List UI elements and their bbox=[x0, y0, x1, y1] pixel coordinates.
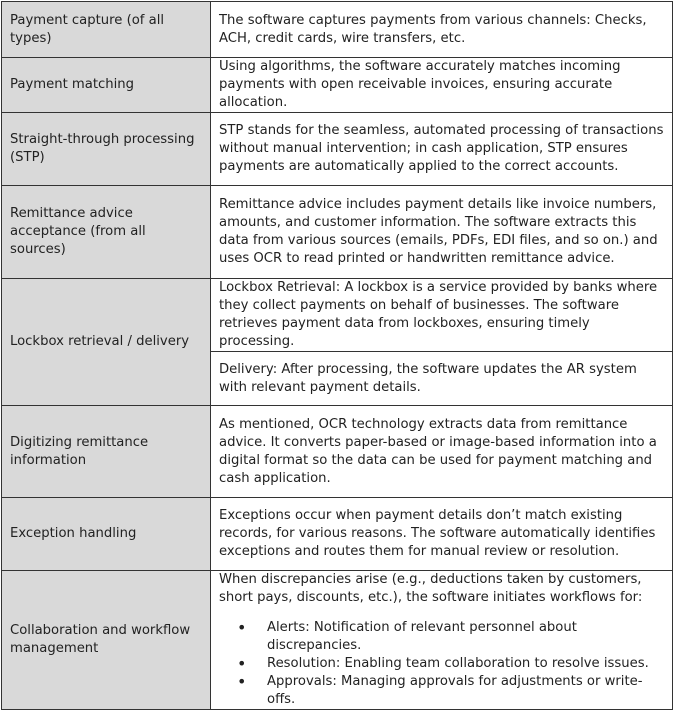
bullet-item: • Resolution: Enabling team collaboration to resolve issues. bbox=[219, 655, 664, 673]
table-row bbox=[2, 58, 673, 113]
table-row bbox=[2, 406, 673, 498]
feature-description: As mentioned, OCR technology extracts data from remittance advice. It converts paper-based or image-based information into a digital format so the data can be used for payment matching and cash application. bbox=[211, 406, 673, 498]
feature-description: Remittance advice includes payment details like invoice numbers, amounts, and customer information. The software extracts this data from various sources (emails, PDFs, EDI files, and so on.) and uses OCR to read printed or handwritten remittance advice. bbox=[211, 186, 673, 279]
table-row bbox=[2, 2, 673, 58]
feature-label: Payment capture (of all types) bbox=[2, 2, 211, 58]
feature-description: Lockbox Retrieval: A lockbox is a service provided by banks where they collect payments on behalf of businesses. The software retrieves payment data from lockboxes, ensuring timely processing. bbox=[211, 279, 673, 352]
table-row bbox=[2, 186, 673, 279]
feature-label: Straight-through processing (STP) bbox=[2, 113, 211, 186]
feature-description: STP stands for the seamless, automated processing of transactions without manual intervention; in cash application, STP ensures payments are automatically applied to the correct accounts. bbox=[211, 113, 673, 186]
feature-label: Remittance advice acceptance (from all sources) bbox=[2, 186, 211, 279]
feature-description: Exceptions occur when payment details don’t match existing records, for various reasons. The software automatically identifies exceptions and routes them for manual review or resolution. bbox=[211, 498, 673, 571]
feature-label: Digitizing remittance information bbox=[2, 406, 211, 498]
bullet-item: • Alerts: Notification of relevant personnel about discrepancies. bbox=[219, 619, 664, 655]
bullet-item: • Approvals: Managing approvals for adjustments or write-offs. bbox=[219, 673, 664, 709]
table-row bbox=[2, 113, 673, 186]
feature-label: Lockbox retrieval / delivery bbox=[2, 279, 211, 406]
table-row bbox=[2, 498, 673, 571]
feature-label: Payment matching bbox=[2, 58, 211, 113]
feature-description: The software captures payments from various channels: Checks, ACH, credit cards, wire transfers, etc. bbox=[211, 2, 673, 58]
feature-description-cell bbox=[211, 571, 673, 710]
feature-description: When discrepancies arise (e.g., deductions taken by customers, short pays, discounts, etc.), the software initiates workflows for: bbox=[219, 572, 643, 605]
feature-description: Using algorithms, the software accurately matches incoming payments with open receivable invoices, ensuring accurate allocation. bbox=[211, 58, 673, 113]
table-row bbox=[2, 571, 673, 710]
feature-description: Delivery: After processing, the software updates the AR system with relevant payment details. bbox=[211, 352, 673, 406]
feature-label: Exception handling bbox=[2, 498, 211, 571]
table-row bbox=[2, 279, 673, 352]
workflow-bullet-list bbox=[219, 619, 664, 709]
feature-label: Collaboration and workflow management bbox=[2, 571, 211, 710]
feature-table bbox=[1, 1, 673, 710]
